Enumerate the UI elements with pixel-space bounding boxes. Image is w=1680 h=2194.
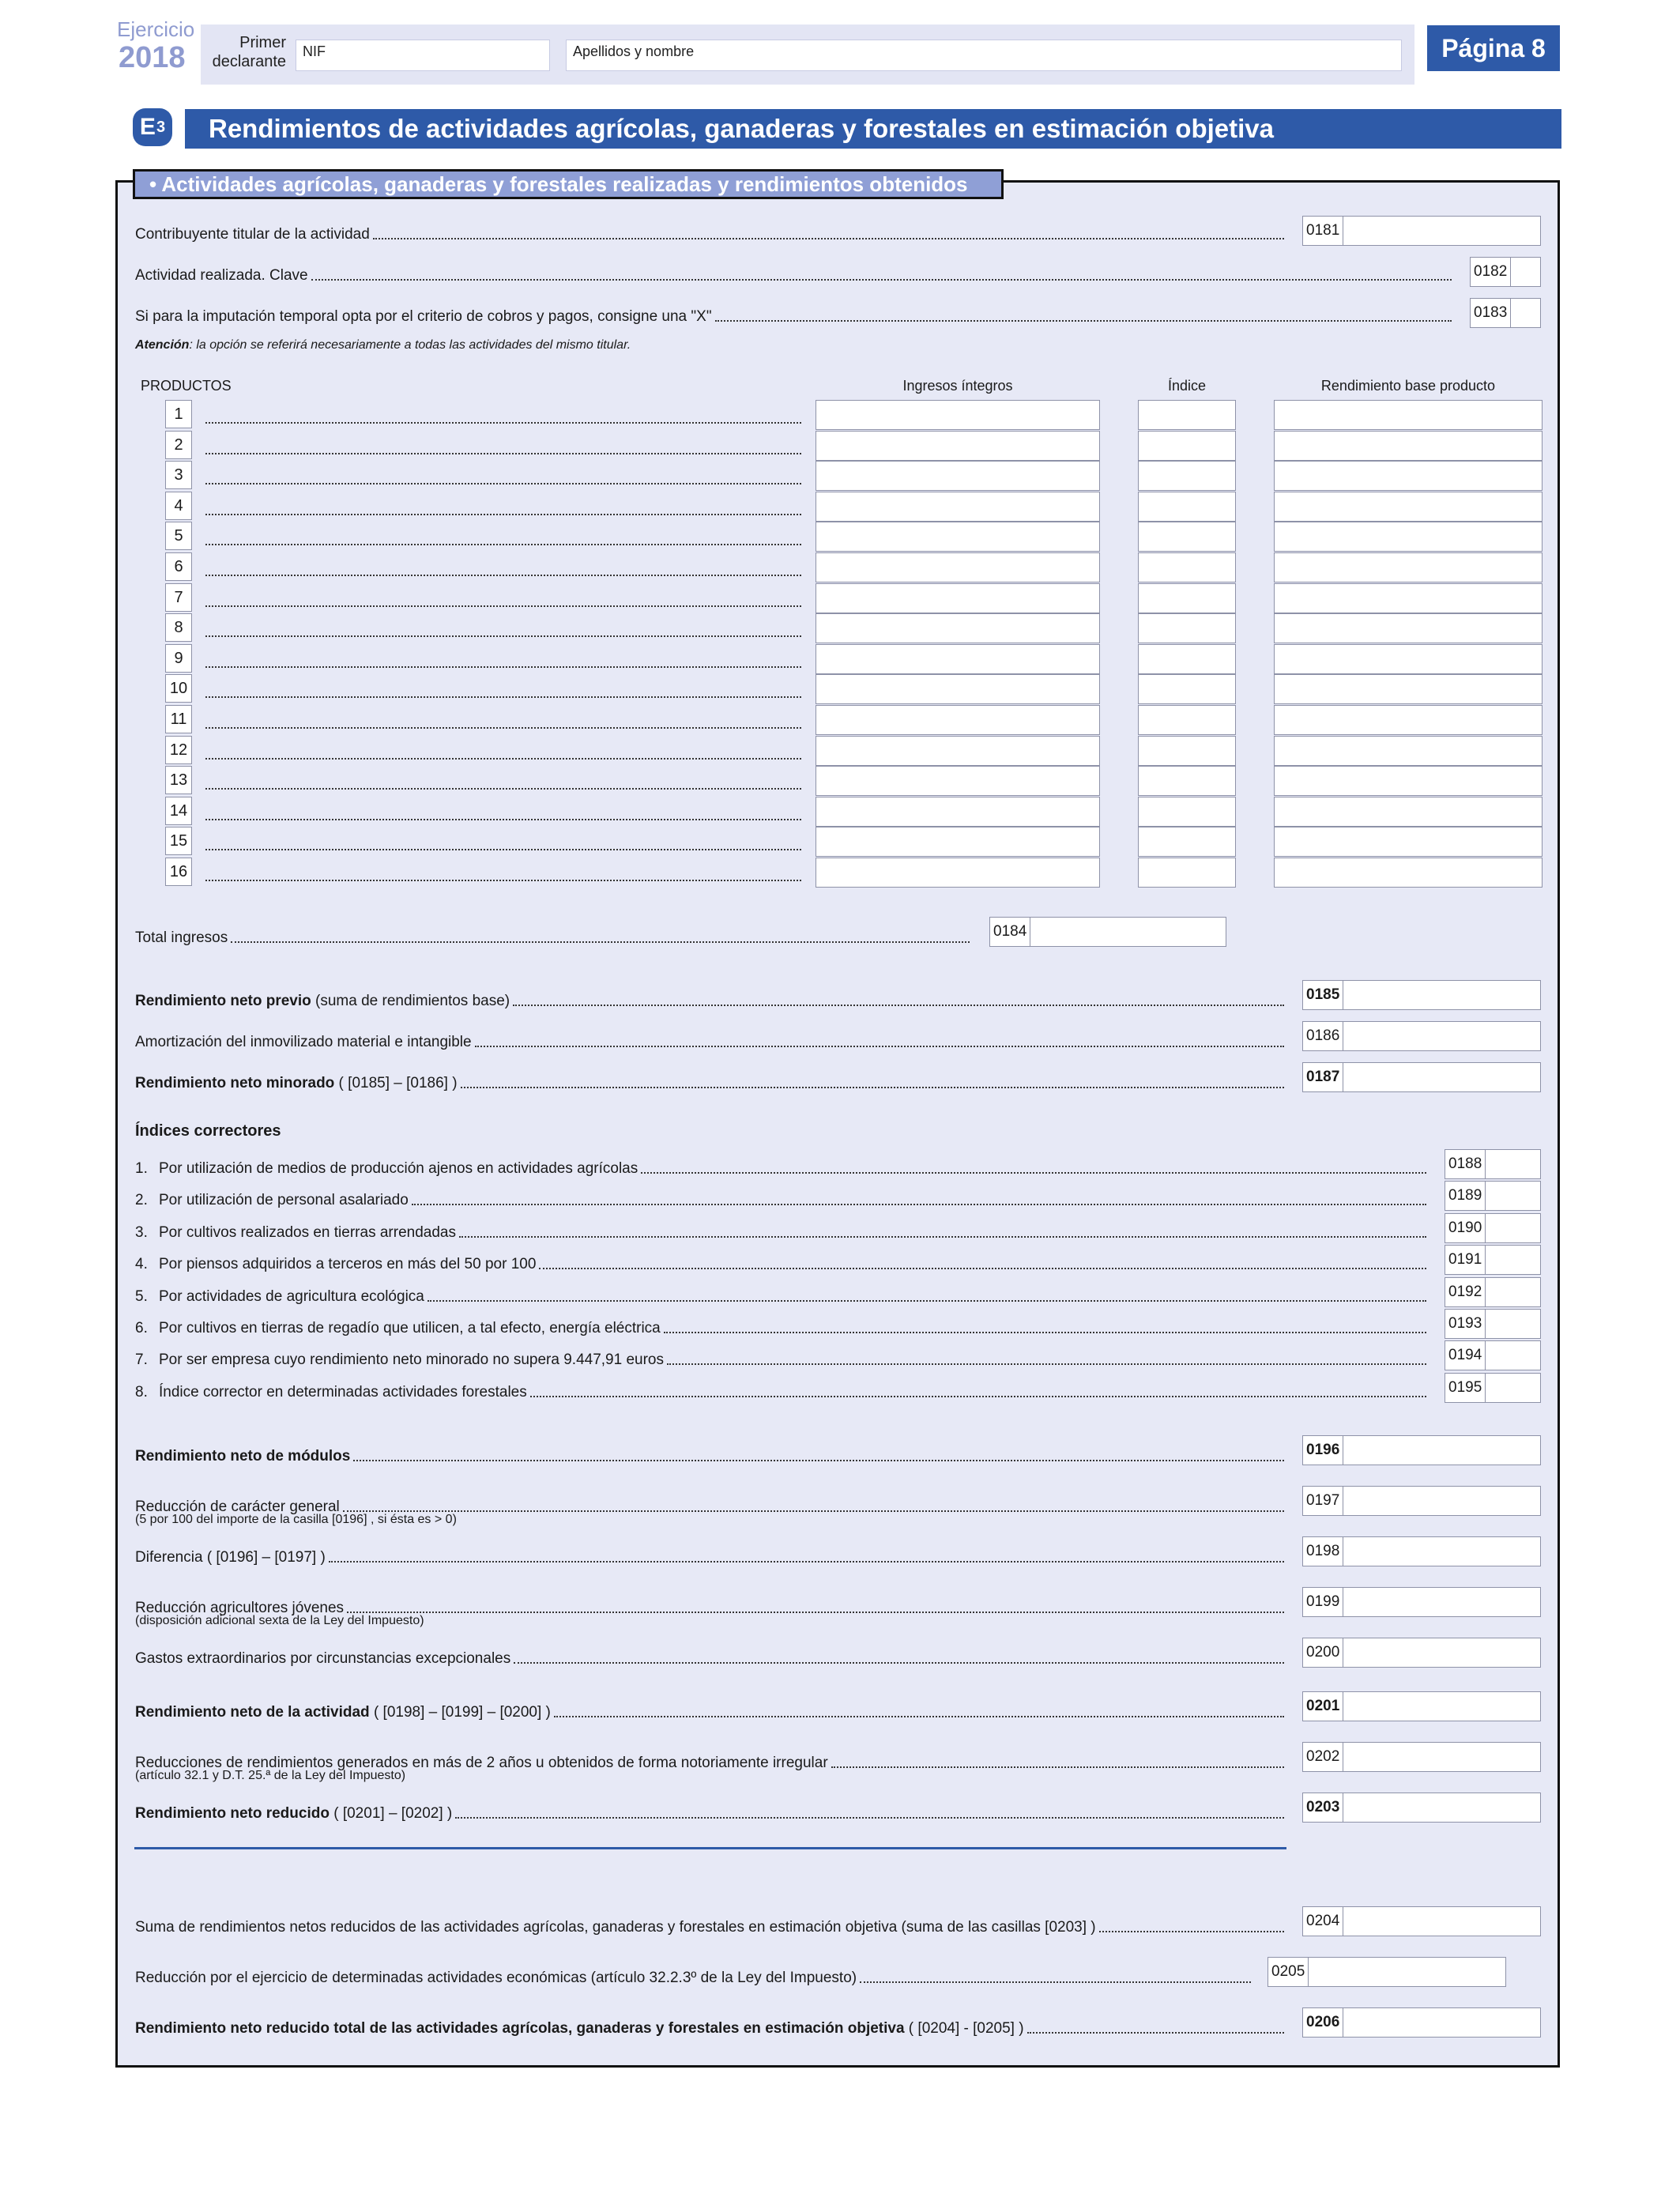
- product-row-number: 15: [165, 827, 192, 855]
- reduccion-general-sub: (5 por 100 del importe de la casilla [0196] , si ésta es > 0): [135, 1513, 457, 1526]
- indice-cell[interactable]: [1138, 431, 1236, 461]
- section-badge-sub: 3: [156, 118, 166, 136]
- apellidos-field[interactable]: [566, 40, 1402, 71]
- ingresos-cell[interactable]: [816, 552, 1100, 582]
- previo-label-rest: (suma de rendimientos base): [311, 993, 510, 1009]
- rendimiento-cell[interactable]: [1274, 492, 1543, 522]
- indice-cell[interactable]: [1138, 674, 1236, 704]
- gastos-label: Gastos extraordinarios por circunstancias excepcionales: [135, 1650, 511, 1667]
- separator-line: [134, 1847, 1286, 1849]
- indice-label: Por piensos adquiridos a terceros en más del 50 por 100: [159, 1256, 537, 1272]
- rendimiento-cell[interactable]: [1274, 736, 1543, 766]
- field-0197[interactable]: [1302, 1486, 1541, 1516]
- product-name-line[interactable]: [205, 696, 801, 698]
- rendimiento-cell[interactable]: [1274, 827, 1543, 857]
- indice-label: Por utilización de medios de producción ajenos en actividades agrícolas: [159, 1160, 638, 1177]
- field-0185[interactable]: [1302, 980, 1541, 1010]
- ingresos-cell[interactable]: [816, 613, 1100, 643]
- irregular-label: Reducciones de rendimientos generados en más de 2 años u obtenidos de forma notoriamente irregular: [135, 1755, 828, 1771]
- field-0187[interactable]: [1302, 1062, 1541, 1092]
- code-0201: 0201: [1303, 1692, 1343, 1721]
- actividad-label-rest: ( [0198] – [0199] – [0200] ): [369, 1704, 551, 1721]
- product-name-line[interactable]: [205, 483, 801, 484]
- field-0199[interactable]: [1302, 1587, 1541, 1617]
- field-0195[interactable]: [1445, 1373, 1541, 1403]
- product-row-number: 16: [165, 858, 192, 886]
- ingresos-cell[interactable]: [816, 827, 1100, 857]
- code-0186: 0186: [1303, 1022, 1343, 1050]
- ingresos-cell[interactable]: [816, 674, 1100, 704]
- code-0191: 0191: [1445, 1246, 1486, 1274]
- indice-cell[interactable]: [1138, 797, 1236, 827]
- indice-number: 6.: [135, 1320, 148, 1336]
- indice-cell[interactable]: [1138, 492, 1236, 522]
- code-0199: 0199: [1303, 1588, 1343, 1616]
- ingresos-cell[interactable]: [816, 736, 1100, 766]
- suma-row: [135, 1919, 1289, 1936]
- ingresos-cell[interactable]: [816, 797, 1100, 827]
- product-name-line[interactable]: [205, 727, 801, 729]
- product-row-number: 13: [165, 766, 192, 794]
- rendimiento-cell[interactable]: [1274, 400, 1543, 430]
- reduccion-general-label: Reducción de carácter general: [135, 1498, 340, 1515]
- product-row-number: 3: [165, 461, 192, 489]
- code-0185: 0185: [1303, 981, 1343, 1009]
- page-number-badge: Página 8: [1427, 25, 1560, 71]
- code-0204: 0204: [1303, 1907, 1343, 1936]
- product-row-number: 2: [165, 431, 192, 459]
- field-0192[interactable]: [1445, 1277, 1541, 1307]
- minorado-label-bold: Rendimiento neto minorado: [135, 1075, 335, 1091]
- field-0190[interactable]: [1445, 1213, 1541, 1243]
- code-0192: 0192: [1445, 1278, 1486, 1306]
- total-final-row: [135, 2020, 1289, 2038]
- total-final-label-bold: Rendimiento neto reducido total de las actividades agrícolas, ganaderas y forestales en estimación objetiva: [135, 2020, 905, 2037]
- indice-row: [135, 1288, 1431, 1306]
- product-row-number: 5: [165, 522, 192, 550]
- field-0183[interactable]: [1470, 298, 1541, 328]
- indice-cell[interactable]: [1138, 613, 1236, 643]
- product-name-line[interactable]: [205, 422, 801, 424]
- amortizacion-row: [135, 1034, 1289, 1051]
- diferencia-label: Diferencia ( [0196] – [0197] ): [135, 1549, 326, 1566]
- code-0197: 0197: [1303, 1487, 1343, 1515]
- code-0184: 0184: [990, 918, 1030, 946]
- indices-title: Índices correctores: [135, 1122, 281, 1140]
- field-0205[interactable]: [1268, 1957, 1506, 1987]
- code-0182: 0182: [1471, 258, 1511, 286]
- diferencia-row: [135, 1549, 1289, 1566]
- product-name-line[interactable]: [205, 453, 801, 454]
- section-badge-letter: E: [139, 114, 156, 140]
- indice-cell[interactable]: [1138, 827, 1236, 857]
- rendimiento-cell[interactable]: [1274, 644, 1543, 674]
- reducido-row: [135, 1805, 1289, 1823]
- atencion-text: : la opción se referirá necesariamente a todas las actividades del mismo titular.: [189, 338, 631, 352]
- indice-cell[interactable]: [1138, 644, 1236, 674]
- field-0191[interactable]: [1445, 1245, 1541, 1275]
- code-0181: 0181: [1303, 217, 1343, 245]
- total-final-label-rest: ( [0204] - [0205] ): [904, 2020, 1024, 2037]
- indice-number: 1.: [135, 1160, 148, 1177]
- indice-number: 5.: [135, 1288, 148, 1305]
- field-0198[interactable]: [1302, 1536, 1541, 1566]
- previo-label-bold: Rendimiento neto previo: [135, 993, 311, 1009]
- productos-header: PRODUCTOS: [141, 378, 232, 394]
- actividad-row: [135, 1704, 1289, 1721]
- rendimiento-cell[interactable]: [1274, 797, 1543, 827]
- indice-cell[interactable]: [1138, 766, 1236, 796]
- indice-number: 4.: [135, 1256, 148, 1272]
- code-0203: 0203: [1303, 1793, 1343, 1822]
- declarante-label: Primer declarante: [212, 34, 286, 70]
- ingresos-cell[interactable]: [816, 522, 1100, 552]
- ingresos-cell[interactable]: [816, 705, 1100, 735]
- field-0204[interactable]: [1302, 1906, 1541, 1936]
- code-0200: 0200: [1303, 1638, 1343, 1667]
- previo-row: [135, 993, 1289, 1010]
- ingresos-cell[interactable]: [816, 492, 1100, 522]
- indice-number: 8.: [135, 1384, 148, 1400]
- indice-row: [135, 1160, 1431, 1178]
- ingresos-cell[interactable]: [816, 431, 1100, 461]
- code-0187: 0187: [1303, 1063, 1343, 1091]
- ingresos-cell[interactable]: [816, 766, 1100, 796]
- field-0188[interactable]: [1445, 1149, 1541, 1179]
- neto-modulos-label: Rendimiento neto de módulos: [135, 1448, 351, 1465]
- rendimiento-cell[interactable]: [1274, 461, 1543, 491]
- ejercicio-year: 2018: [119, 41, 186, 74]
- irregular-sub: (artículo 32.1 y D.T. 25.ª de la Ley del Impuesto): [135, 1769, 406, 1782]
- minorado-label-rest: ( [0185] – [0186] ): [334, 1075, 458, 1091]
- jovenes-label: Reducción agricultores jóvenes: [135, 1600, 345, 1616]
- indice-label: Índice corrector en determinadas actividades forestales: [159, 1384, 527, 1400]
- indice-cell[interactable]: [1138, 522, 1236, 552]
- actividad-label-bold: Rendimiento neto de la actividad: [135, 1704, 370, 1721]
- field-0206[interactable]: [1302, 2007, 1541, 2038]
- code-0195: 0195: [1445, 1374, 1486, 1402]
- field-0193[interactable]: [1445, 1309, 1541, 1339]
- indice-cell[interactable]: [1138, 858, 1236, 888]
- code-0206: 0206: [1303, 2008, 1343, 2037]
- clave-row: [135, 267, 1456, 285]
- product-row-number: 7: [165, 583, 192, 612]
- product-name-line[interactable]: [205, 605, 801, 607]
- field-0201[interactable]: [1302, 1691, 1541, 1721]
- indice-row: [135, 1320, 1431, 1337]
- indice-label: Por cultivos realizados en tierras arrendadas: [159, 1224, 456, 1241]
- ingresos-cell[interactable]: [816, 461, 1100, 491]
- rendimiento-cell[interactable]: [1274, 766, 1543, 796]
- product-name-line[interactable]: [205, 635, 801, 637]
- gastos-row: [135, 1650, 1289, 1668]
- nif-field[interactable]: [296, 40, 550, 71]
- code-0183: 0183: [1471, 299, 1511, 327]
- indice-label: Por utilización de personal asalariado: [159, 1192, 409, 1208]
- code-0198: 0198: [1303, 1537, 1343, 1566]
- indice-cell[interactable]: [1138, 736, 1236, 766]
- ingresos-cell[interactable]: [816, 644, 1100, 674]
- imputacion-row: [135, 308, 1456, 326]
- code-0205: 0205: [1268, 1958, 1309, 1986]
- indice-row: [135, 1351, 1431, 1369]
- indice-number: 7.: [135, 1351, 148, 1368]
- neto-modulos-row: [135, 1448, 1289, 1465]
- product-name-line[interactable]: [205, 758, 801, 760]
- indice-cell[interactable]: [1138, 461, 1236, 491]
- field-0196[interactable]: [1302, 1435, 1541, 1465]
- suma-label: Suma de rendimientos netos reducidos de las actividades agrícolas, ganaderas y forestales en estimación objetiva (suma de las casillas [0203] ): [135, 1919, 1096, 1936]
- rendimiento-cell[interactable]: [1274, 705, 1543, 735]
- field-0181[interactable]: [1302, 216, 1541, 246]
- product-name-line[interactable]: [205, 544, 801, 545]
- indice-row: [135, 1192, 1431, 1209]
- atencion-note: [135, 338, 631, 352]
- reduccion-ejercicio-label: Reducción por el ejercicio de determinadas actividades económicas (artículo 32.2.3º de la Ley del Impuesto): [135, 1970, 857, 1986]
- ingresos-cell[interactable]: [816, 400, 1100, 430]
- product-name-line[interactable]: [205, 666, 801, 668]
- indice-header: Índice: [1167, 378, 1207, 394]
- code-0188: 0188: [1445, 1150, 1486, 1178]
- rendimiento-cell[interactable]: [1274, 522, 1543, 552]
- product-row-number: 14: [165, 797, 192, 825]
- amortizacion-label: Amortización del inmovilizado material e intangible: [135, 1034, 472, 1050]
- reduccion-ejercicio-row: [135, 1970, 1256, 1987]
- ingresos-cell[interactable]: [816, 858, 1100, 888]
- field-0189[interactable]: [1445, 1181, 1541, 1211]
- product-row-number: 11: [165, 705, 192, 733]
- indice-label: Por ser empresa cuyo rendimiento neto minorado no supera 9.447,91 euros: [159, 1351, 664, 1368]
- rendimiento-cell[interactable]: [1274, 613, 1543, 643]
- nif-label: NIF: [303, 43, 326, 59]
- ingresos-header: Ingresos íntegros: [902, 378, 1013, 394]
- ejercicio-label: Ejercicio: [117, 17, 195, 41]
- product-row-number: 12: [165, 736, 192, 764]
- titular-row: [135, 226, 1289, 243]
- indice-label: Por cultivos en tierras de regadío que utilicen, a tal efecto, energía eléctrica: [159, 1320, 661, 1336]
- rendimiento-header: Rendimiento base producto: [1320, 378, 1496, 394]
- field-0184[interactable]: [989, 917, 1226, 947]
- reducido-label-rest: ( [0201] – [0202] ): [329, 1805, 453, 1822]
- code-0189: 0189: [1445, 1182, 1486, 1210]
- clave-label: Actividad realizada. Clave: [135, 267, 308, 284]
- section-title: Rendimientos de actividades agrícolas, ganaderas y forestales en estimación objetiva: [185, 109, 1561, 149]
- reducido-label-bold: Rendimiento neto reducido: [135, 1805, 330, 1822]
- field-0200[interactable]: [1302, 1638, 1541, 1668]
- indice-number: 2.: [135, 1192, 148, 1208]
- product-row-number: 9: [165, 644, 192, 673]
- code-0194: 0194: [1445, 1341, 1486, 1370]
- product-name-line[interactable]: [205, 880, 801, 881]
- ingresos-cell[interactable]: [816, 583, 1100, 613]
- section-subtitle: • Actividades agrícolas, ganaderas y forestales realizadas y rendimientos obtenidos: [133, 169, 1004, 199]
- imputacion-label: Si para la imputación temporal opta por el criterio de cobros y pagos, consigne una "X": [135, 308, 712, 325]
- indice-cell[interactable]: [1138, 583, 1236, 613]
- section-badge: [133, 108, 172, 146]
- product-name-line[interactable]: [205, 514, 801, 515]
- product-row-number: 10: [165, 674, 192, 703]
- code-0190: 0190: [1445, 1214, 1486, 1242]
- indice-row: [135, 1384, 1431, 1401]
- product-name-line[interactable]: [205, 819, 801, 820]
- rendimiento-cell[interactable]: [1274, 552, 1543, 582]
- field-0194[interactable]: [1445, 1340, 1541, 1370]
- rendimiento-cell[interactable]: [1274, 674, 1543, 704]
- rendimiento-cell[interactable]: [1274, 431, 1543, 461]
- apellidos-label: Apellidos y nombre: [573, 43, 695, 59]
- field-0186[interactable]: [1302, 1021, 1541, 1051]
- minorado-row: [135, 1075, 1289, 1092]
- product-name-line[interactable]: [205, 575, 801, 576]
- product-row-number: 4: [165, 492, 192, 520]
- product-row-number: 1: [165, 400, 192, 428]
- product-name-line[interactable]: [205, 788, 801, 790]
- total-ingresos-label: Total ingresos: [135, 929, 228, 946]
- indice-cell[interactable]: [1138, 552, 1236, 582]
- field-0202[interactable]: [1302, 1742, 1541, 1772]
- atencion-bold: Atención: [135, 338, 190, 352]
- code-0202: 0202: [1303, 1743, 1343, 1771]
- indice-row: [135, 1256, 1431, 1273]
- titular-label: Contribuyente titular de la actividad: [135, 226, 370, 243]
- rendimiento-cell[interactable]: [1274, 858, 1543, 888]
- indice-cell[interactable]: [1138, 400, 1236, 430]
- rendimiento-cell[interactable]: [1274, 583, 1543, 613]
- indice-number: 3.: [135, 1224, 148, 1241]
- indice-cell[interactable]: [1138, 705, 1236, 735]
- indice-row: [135, 1224, 1431, 1242]
- field-0182[interactable]: [1470, 257, 1541, 287]
- code-0196: 0196: [1303, 1436, 1343, 1465]
- product-name-line[interactable]: [205, 849, 801, 850]
- jovenes-sub: (disposición adicional sexta de la Ley del Impuesto): [135, 1614, 424, 1627]
- product-row-number: 8: [165, 613, 192, 642]
- field-0203[interactable]: [1302, 1793, 1541, 1823]
- product-row-number: 6: [165, 552, 192, 581]
- code-0193: 0193: [1445, 1310, 1486, 1338]
- total-ingresos-row: [135, 929, 974, 947]
- indice-label: Por actividades de agricultura ecológica: [159, 1288, 424, 1305]
